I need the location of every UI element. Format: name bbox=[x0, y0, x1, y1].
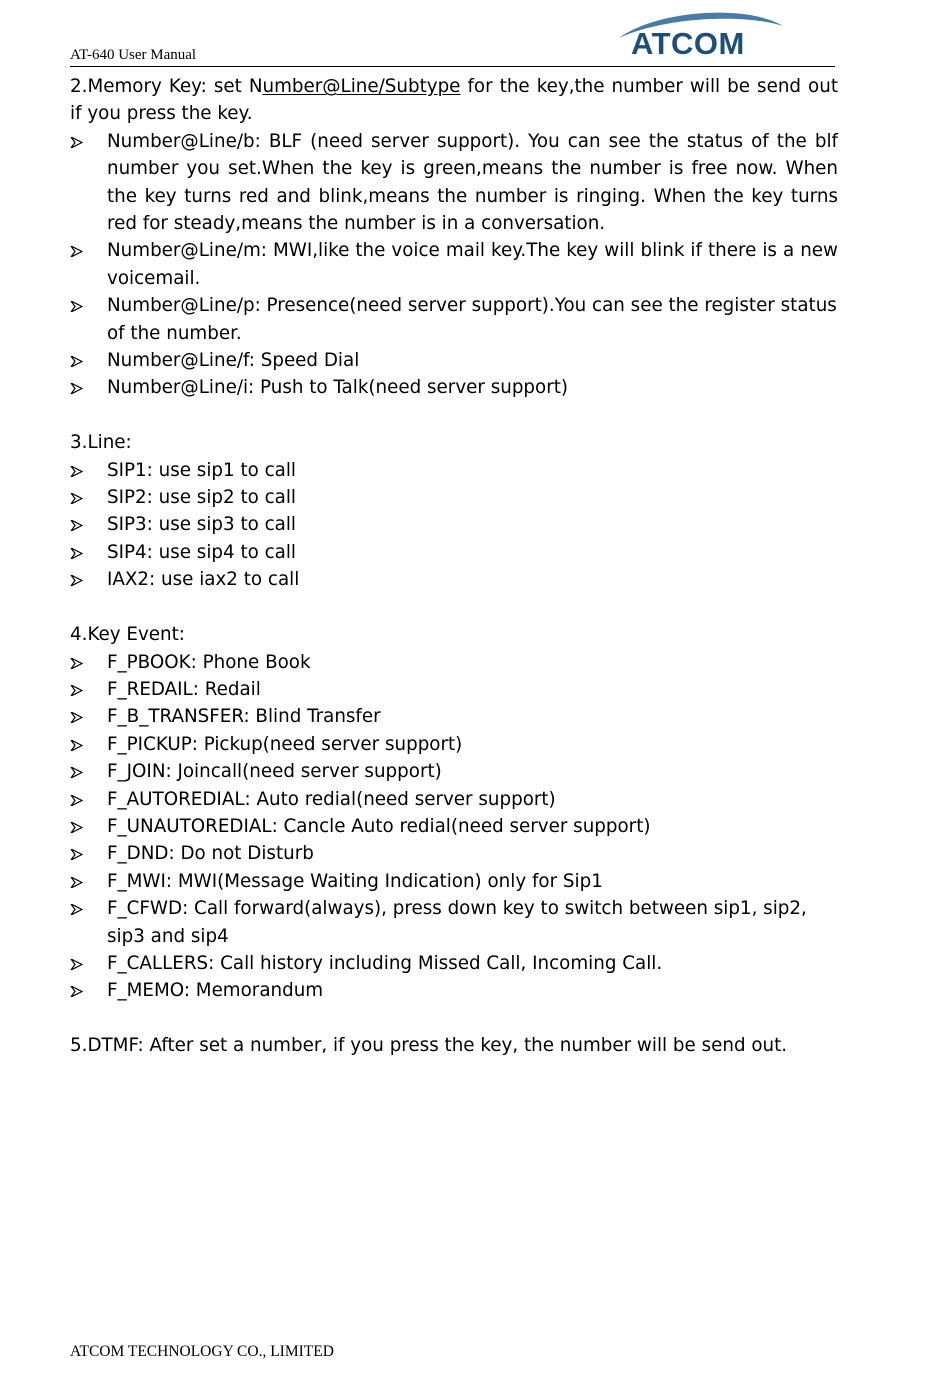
document-body bbox=[70, 73, 838, 1060]
arrow-bullet-icon bbox=[70, 849, 83, 860]
arrow-bullet-icon bbox=[70, 658, 83, 669]
list-item: F_DND: Do not Disturb bbox=[70, 840, 838, 867]
list-item: F_CFWD: Call forward(always), press down key to switch between sip1, sip2, sip3 and sip4 bbox=[70, 895, 838, 950]
arrow-bullet-icon bbox=[70, 822, 83, 833]
list-item: F_B_TRANSFER: Blind Transfer bbox=[70, 703, 838, 730]
line-heading: 3.Line: bbox=[70, 432, 132, 454]
list-item: IAX2: use iax2 to call bbox=[70, 566, 838, 593]
subtype-underlined: umber@Line/Subtype bbox=[262, 76, 461, 97]
page-header bbox=[70, 8, 835, 67]
arrow-bullet-icon bbox=[70, 959, 83, 970]
memory-key-intro: 2.Memory Key: set Number@Line/Subtype for the key,the number will be send out if you press the key. bbox=[70, 76, 838, 125]
list-item: F_CALLERS: Call history including Missed Call, Incoming Call. bbox=[70, 950, 838, 977]
dtmf-paragraph: 5.DTMF: After set a number, if you press the key, the number will be send out. bbox=[70, 1035, 788, 1057]
list-item: F_REDAIL: Redail bbox=[70, 676, 838, 703]
list-item: Number@Line/m: MWI,like the voice mail key.The key will blink if there is a new voicemail. bbox=[70, 237, 838, 292]
arrow-bullet-icon bbox=[70, 685, 83, 696]
arrow-bullet-icon bbox=[70, 767, 83, 778]
list-item: Number@Line/p: Presence(need server support).You can see the register status of the number. bbox=[70, 292, 838, 347]
list-item: F_MWI: MWI(Message Waiting Indication) only for Sip1 bbox=[70, 868, 838, 895]
list-item: F_AUTOREDIAL: Auto redial(need server support) bbox=[70, 786, 838, 813]
list-item: Number@Line/i: Push to Talk(need server support) bbox=[70, 374, 838, 401]
arrow-bullet-icon bbox=[70, 466, 83, 477]
page-footer: ATCOM TECHNOLOGY CO., LIMITED bbox=[70, 1343, 334, 1360]
atcom-logo bbox=[617, 8, 787, 64]
list-item: F_MEMO: Memorandum bbox=[70, 977, 838, 1004]
arrow-bullet-icon bbox=[70, 986, 83, 997]
arrow-bullet-icon bbox=[70, 520, 83, 531]
list-item: F_PICKUP: Pickup(need server support) bbox=[70, 731, 838, 758]
key-event-list bbox=[70, 649, 838, 1005]
arrow-bullet-icon bbox=[70, 795, 83, 806]
list-item: F_UNAUTOREDIAL: Cancle Auto redial(need server support) bbox=[70, 813, 838, 840]
arrow-bullet-icon bbox=[70, 246, 83, 257]
arrow-bullet-icon bbox=[70, 137, 83, 148]
arrow-bullet-icon bbox=[70, 712, 83, 723]
memory-key-list bbox=[70, 128, 838, 402]
arrow-bullet-icon bbox=[70, 575, 83, 586]
arrow-bullet-icon bbox=[70, 493, 83, 504]
list-item: Number@Line/b: BLF (need server support). You can see the status of the blf number you set.When the key is green,means the number is free now. When the key turns red and blink,means the number is ringing. When the key turns red for steady,means the number is in a conversation. bbox=[70, 128, 838, 238]
arrow-bullet-icon bbox=[70, 877, 83, 888]
arrow-bullet-icon bbox=[70, 356, 83, 367]
arrow-bullet-icon bbox=[70, 904, 83, 915]
logo-text: ATCOM bbox=[631, 26, 745, 61]
arrow-bullet-icon bbox=[70, 740, 83, 751]
arrow-bullet-icon bbox=[70, 548, 83, 559]
manual-title: AT-640 User Manual bbox=[70, 47, 197, 63]
line-list bbox=[70, 457, 838, 594]
list-item: SIP3: use sip3 to call bbox=[70, 511, 838, 538]
key-event-heading: 4.Key Event: bbox=[70, 624, 185, 646]
arrow-bullet-icon bbox=[70, 301, 83, 312]
list-item: SIP1: use sip1 to call bbox=[70, 457, 838, 484]
list-item: SIP4: use sip4 to call bbox=[70, 539, 838, 566]
list-item: SIP2: use sip2 to call bbox=[70, 484, 838, 511]
list-item: Number@Line/f: Speed Dial bbox=[70, 347, 838, 374]
list-item: F_PBOOK: Phone Book bbox=[70, 649, 838, 676]
arrow-bullet-icon bbox=[70, 383, 83, 394]
list-item: F_JOIN: Joincall(need server support) bbox=[70, 758, 838, 785]
